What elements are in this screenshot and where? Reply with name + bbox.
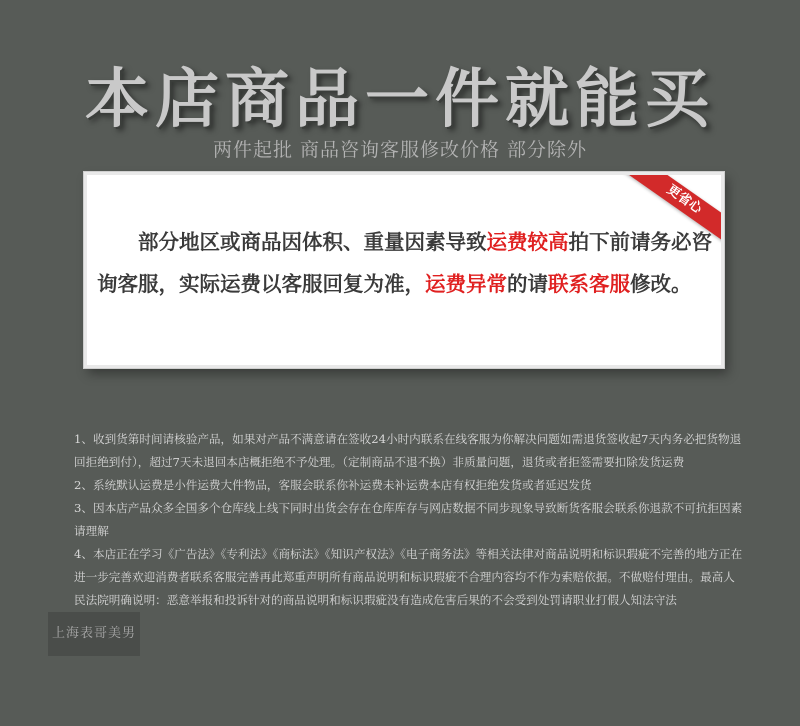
rule-item: 3、因本店产品众多全国多个仓库线上线下同时出货会存在仓库库存与网店数据不同步现象导致断货客服会联系你退款不可抗拒因素请理解 xyxy=(74,501,743,538)
notice-segment: 部分地区或商品因体积、重量因素导致 xyxy=(138,230,487,254)
shipping-notice-box xyxy=(84,172,724,368)
notice-segment: 拍下前请务必咨询客服，实际运费以客服回复为准， xyxy=(97,230,712,296)
notice-highlight-abnormal-shipping: 运费异常 xyxy=(425,272,507,296)
rule-item: 1、收到货第时间请核验产品，如果对产品不满意请在签收24小时内联系在线客服为你解决问题如需退货签收起7天内务必把货物退回拒绝到付），超过7天未退回本店概拒绝不予处理。（定制商品不退不换）非质量问题，退货或者拒签需要扣除发货运费 xyxy=(74,432,742,469)
notice-segment: 修改。 xyxy=(630,272,692,296)
rule-item: 2、系统默认运费是小件运费大件物品，客服会联系你补运费未补运费本店有权拒绝发货或者延迟发货 xyxy=(74,478,592,492)
notice-highlight-high-shipping: 运费较高 xyxy=(486,230,569,254)
page-title: 本店商品一件就能买 xyxy=(85,63,715,137)
corner-ribbon: 更省心 xyxy=(616,172,724,252)
shipping-notice-text xyxy=(97,221,713,305)
page-subtitle: 两件起批 商品咨询客服修改价格 部分除外 xyxy=(212,139,588,161)
rule-item: 4、本店正在学习《广告法》《专利法》《商标法》《知识产权法》《电子商务法》等相关法律对商品说明和标识瑕疵不完善的地方正在进一步完善欢迎消费者联系客服完善再此郑重声明所有商品说明和标识瑕疵不合理内容均不作为索赔依据。不做赔付理由。最高人民法院明确说明：恶意举报和投诉针对的商品说明和标识瑕疵没有造成危害后果的不会受到处罚请职业打假人知法守法 xyxy=(74,547,743,607)
notice-highlight-contact-service: 联系客服 xyxy=(548,272,630,296)
store-rules xyxy=(74,428,744,612)
notice-segment: 的请 xyxy=(507,272,548,296)
watermark: 上海表哥美男 xyxy=(48,612,140,656)
